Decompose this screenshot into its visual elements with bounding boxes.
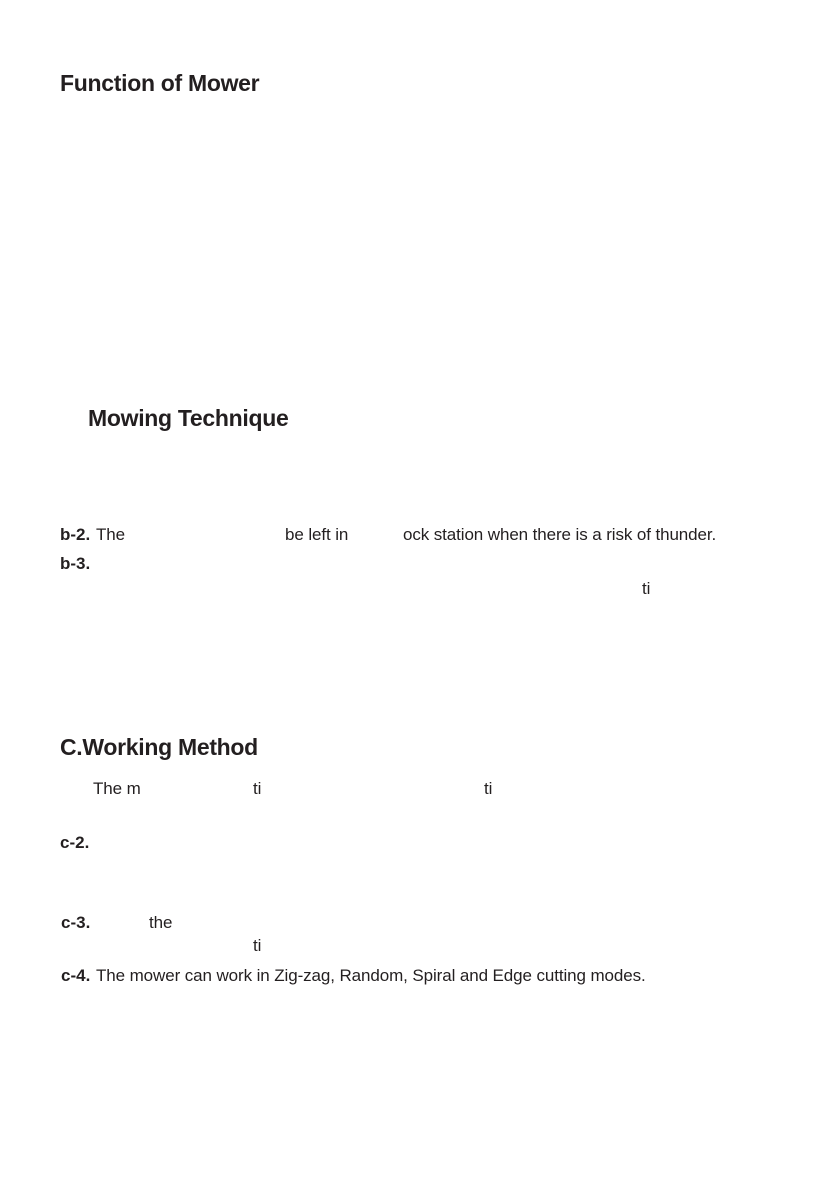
c3-text-fragment: ti [253,936,262,955]
c-intro-part3: ti [484,779,493,798]
b3-text-fragment: ti [642,579,651,598]
c4-label: c-4. [61,966,91,985]
c-intro-part1: The m [93,779,141,798]
heading-function-of-mower: Function of Mower [60,70,260,96]
c3-text-part1: the [149,913,173,932]
c4-text: The mower can work in Zig-zag, Random, Spiral and Edge cutting modes. [96,966,646,985]
c2-label: c-2. [60,833,90,852]
c3-label: c-3. [61,913,91,932]
b2-text-part1: The [96,525,125,544]
b3-label: b-3. [60,554,91,573]
c-intro-part2: ti [253,779,262,798]
heading-working-method: C.Working Method [60,734,258,760]
b2-text-part3: ock station when there is a risk of thunder. [403,525,717,544]
b2-text-part2: be left in [285,525,349,544]
b2-label: b-2. [60,525,91,544]
heading-mowing-technique: Mowing Technique [88,405,289,431]
